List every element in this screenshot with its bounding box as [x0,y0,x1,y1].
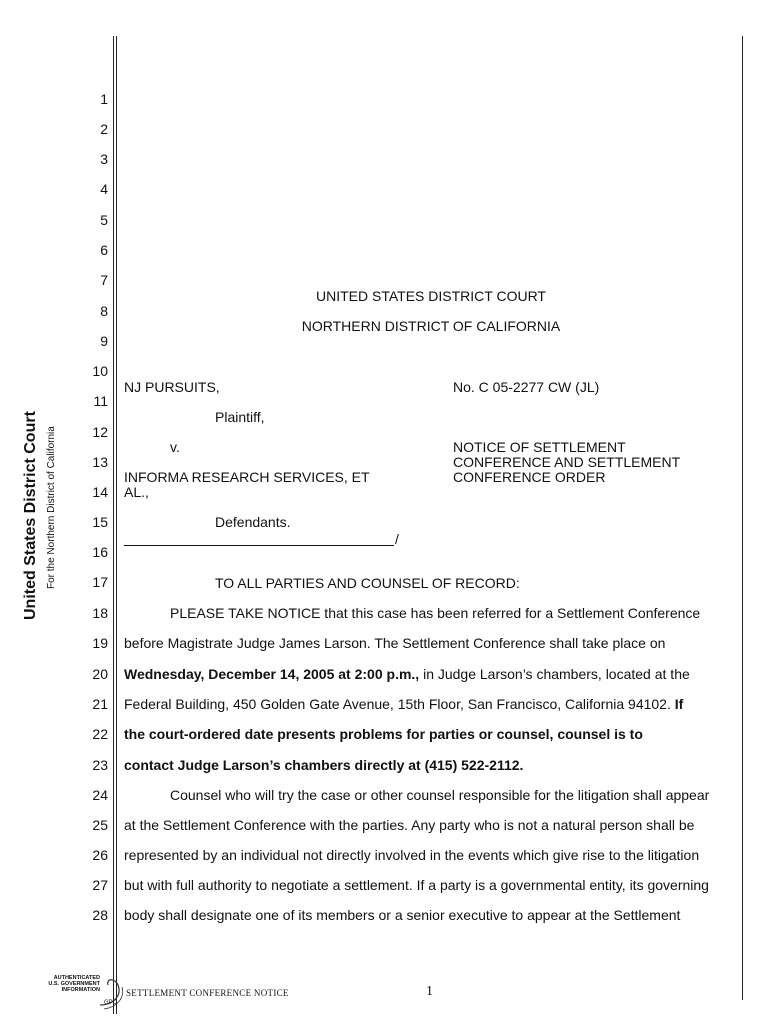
line-number: 19 [92,635,108,651]
line-number: 22 [92,726,108,742]
line-number: 21 [92,696,108,712]
document-title-line2: CONFERENCE AND SETTLEMENT [453,454,681,470]
line-number: 23 [92,757,108,773]
line-number: 6 [100,242,108,258]
line-number: 8 [100,303,108,319]
line-number: 27 [92,877,108,893]
line-number: 10 [92,363,108,379]
seal-abbrev: GPO [104,1000,118,1006]
caption-slash: / [395,531,399,547]
line-number: 13 [92,454,108,470]
body-line-20 [124,666,690,682]
body-line-21 [124,696,683,712]
line-number: 25 [92,817,108,833]
line-number: 3 [100,151,108,167]
body-line-28: body shall designate one of its members or a senior executive to appear at the Settlement [124,907,681,923]
body-line-21-text: Federal Building, 450 Golden Gate Avenue, 15th Floor, San Francisco, California 94102. [124,696,675,712]
caption-underline [124,545,394,546]
page-number: 1 [426,984,433,999]
salutation: TO ALL PARTIES AND COUNSEL OF RECORD: [215,575,520,591]
document-title-line1: NOTICE OF SETTLEMENT [453,439,626,455]
body-line-21-bold: If [674,696,684,712]
line-number: 24 [92,787,108,803]
margin-rule-right [742,36,743,1000]
document-title-line3: CONFERENCE ORDER [453,469,606,485]
footer-label: SETTLEMENT CONFERENCE NOTICE [126,988,289,998]
body-line-26: represented by an individual not directly involved in the events which give rise to the litigation [124,847,700,863]
defendant-name-line1: INFORMA RESEARCH SERVICES, ET [124,469,370,485]
conference-date: Wednesday, December 14, 2005 at 2:00 p.m., [124,666,420,682]
line-number: 15 [92,514,108,530]
district-name: NORTHERN DISTRICT OF CALIFORNIA [301,318,561,334]
plaintiff-name: NJ PURSUITS, [124,379,220,395]
body-line-19: before Magistrate Judge James Larson. The Settlement Conference shall take place on [124,635,666,651]
defendant-name-line2: AL., [124,484,149,500]
line-number: 20 [92,666,108,682]
line-number: 26 [92,847,108,863]
margin-rule-left-inner [116,36,117,1014]
seal-text: AUTHENTICATED U.S. GOVERNMENT INFORMATION [48,975,100,993]
body-line-23: contact Judge Larson’s chambers directly at (415) 522-2112. [124,757,524,773]
district-side-label: For the Northern District of California [46,426,57,589]
line-number: 1 [100,91,108,107]
margin-rule-left-outer [113,36,114,1014]
court-name: UNITED STATES DISTRICT COURT [316,288,546,304]
line-number: 7 [100,272,108,288]
line-number: 14 [92,484,108,500]
line-number: 9 [100,333,108,349]
defendant-role: Defendants. [215,514,291,530]
line-number: 12 [92,424,108,440]
body-line-27: but with full authority to negotiate a settlement. If a party is a governmental entity, its governing [124,877,709,893]
line-number: 5 [100,212,108,228]
line-number: 18 [92,605,108,621]
court-side-label: United States District Court [22,411,39,620]
plaintiff-role: Plaintiff, [215,409,265,425]
body-line-18: PLEASE TAKE NOTICE that this case has been referred for a Settlement Conference [170,605,701,621]
line-number: 11 [93,393,108,409]
line-number: 17 [92,574,108,590]
body-line-22: the court-ordered date presents problems for parties or counsel, counsel is to [124,726,643,742]
body-line-25: at the Settlement Conference with the parties. Any party who is not a natural person shall be [124,817,695,833]
body-line-24: Counsel who will try the case or other counsel responsible for the litigation shall appear [170,787,710,803]
line-number: 2 [100,121,108,137]
versus-label: v. [170,439,180,455]
body-line-20-rest: in Judge Larson’s chambers, located at the [419,666,690,682]
line-number: 4 [100,181,108,197]
case-number: No. C 05-2277 CW (JL) [453,379,600,395]
line-number: 16 [92,544,108,560]
gpo-authentication-seal [44,975,124,1011]
line-number: 28 [92,907,108,923]
